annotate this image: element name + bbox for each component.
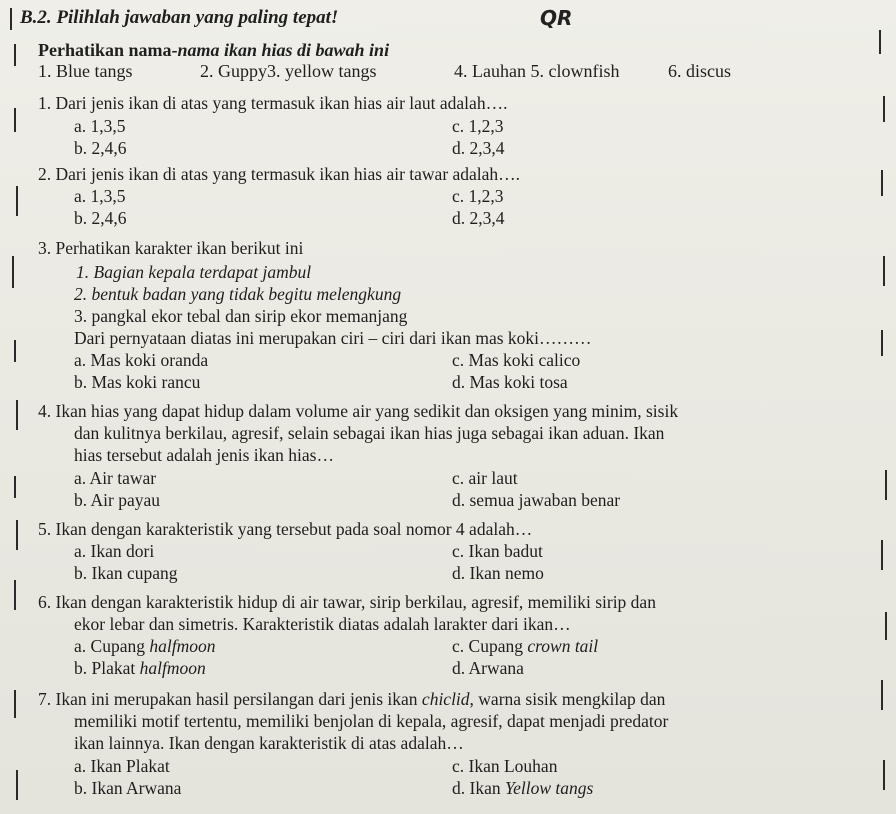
margin-mark (16, 520, 18, 550)
option-a[interactable]: a. Ikan Plakat (74, 756, 170, 776)
margin-mark (883, 256, 885, 286)
margin-mark (12, 256, 14, 288)
question-4-stem: 4. Ikan hias yang dapat hidup dalam volume air yang sedikit dan oksigen yang minim, sisik (38, 401, 679, 421)
question-3-trait: 2. bentuk badan yang tidak begitu melengkung (74, 284, 402, 304)
margin-mark (881, 680, 883, 710)
option-a[interactable]: a. Air tawar (74, 468, 157, 488)
margin-mark (14, 690, 16, 718)
option-text-italic: halfmoon (139, 658, 206, 678)
option-a[interactable] (74, 636, 215, 656)
stem-part-italic: chiclid (421, 689, 470, 709)
option-a[interactable]: a. Mas koki oranda (74, 350, 209, 370)
margin-mark (883, 96, 885, 122)
question-3-stem: 3. Perhatikan karakter ikan berikut ini (38, 238, 304, 258)
question-3-prompt: Dari pernyataan diatas ini merupakan ciri – ciri dari ikan mas koki……… (74, 328, 592, 348)
intro-italic: nama ikan hias di bawah ini (177, 40, 390, 60)
option-a[interactable]: a. Ikan dori (74, 541, 155, 561)
margin-mark (14, 476, 16, 498)
option-a[interactable]: a. 1,3,5 (74, 186, 126, 206)
option-text-italic: Yellow tangs (504, 778, 594, 798)
fish-list-item: 4. Lauhan 5. clownfish (454, 61, 620, 81)
question-4-stem: hias tersebut adalah jenis ikan hias… (74, 445, 334, 465)
margin-mark (14, 580, 16, 610)
option-text-italic: halfmoon (149, 636, 216, 656)
option-b[interactable]: b. Mas koki rancu (74, 372, 201, 392)
option-text-italic: crown tail (527, 636, 599, 656)
margin-mark (881, 330, 883, 356)
intro-bold: Perhatikan nama- (38, 40, 178, 60)
option-d[interactable]: d. Mas koki tosa (452, 372, 568, 392)
option-text: a. Cupang (74, 636, 145, 656)
option-b[interactable]: b. Air payau (74, 490, 161, 510)
margin-mark (885, 470, 887, 500)
fish-list-item: 1. Blue tangs (38, 61, 133, 81)
option-text: c. Cupang (452, 636, 523, 656)
margin-mark (14, 108, 16, 132)
fish-list (38, 61, 731, 81)
fish-list-item: 2. Guppy3. yellow tangs (200, 61, 377, 81)
option-d[interactable]: d. 2,3,4 (452, 138, 505, 158)
question-7-stem: ikan lainnya. Ikan dengan karakteristik di atas adalah… (74, 733, 464, 753)
option-d[interactable]: d. Arwana (452, 658, 524, 678)
option-text: b. Plakat (74, 658, 136, 678)
option-text: d. Ikan (452, 778, 501, 798)
question-4-stem: dan kulitnya berkilau, agresif, selain sebagai ikan hias juga sebagai ikan aduan. Ikan (74, 423, 665, 443)
margin-mark (16, 186, 18, 216)
margin-mark (10, 8, 12, 30)
option-d[interactable]: d. semua jawaban benar (452, 490, 621, 510)
margin-mark (16, 400, 18, 430)
option-b[interactable] (74, 658, 206, 678)
margin-mark (883, 760, 885, 790)
option-c[interactable] (452, 636, 598, 656)
question-6-stem: 6. Ikan dengan karakteristik hidup di air tawar, sirip berkilau, agresif, memiliki sirip dan (38, 592, 656, 612)
option-c[interactable]: c. Mas koki calico (452, 350, 581, 370)
margin-mark (14, 44, 16, 66)
question-2-stem: 2. Dari jenis ikan di atas yang termasuk ikan hias air tawar adalah…. (38, 164, 521, 184)
stem-part: , warna sisik mengkilap dan (469, 689, 666, 709)
option-c[interactable]: c. 1,2,3 (452, 186, 504, 206)
question-1-stem: 1. Dari jenis ikan di atas yang termasuk ikan hias air laut adalah…. (38, 93, 508, 113)
option-d[interactable]: d. Ikan nemo (452, 563, 544, 583)
option-c[interactable]: c. air laut (452, 468, 518, 488)
option-c[interactable]: c. Ikan badut (452, 541, 543, 561)
margin-mark (881, 540, 883, 570)
fish-list-item: 6. discus (668, 61, 731, 81)
intro-heading (38, 40, 389, 60)
stem-part: 7. Ikan ini merupakan hasil persilangan dari jenis ikan (38, 689, 418, 709)
margin-mark (14, 340, 16, 362)
question-7-stem (38, 689, 665, 709)
question-3-trait: 3. pangkal ekor tebal dan sirip ekor memanjang (74, 306, 408, 326)
option-d[interactable] (452, 778, 593, 798)
margin-mark (881, 170, 883, 196)
question-7-stem: memiliki motif tertentu, memiliki benjolan di kepala, agresif, dapat menjadi predator (74, 711, 669, 731)
option-b[interactable]: b. Ikan Arwana (74, 778, 182, 798)
option-c[interactable]: c. Ikan Louhan (452, 756, 558, 776)
option-b[interactable]: b. 2,4,6 (74, 138, 127, 158)
option-d[interactable]: d. 2,3,4 (452, 208, 505, 228)
option-c[interactable]: c. 1,2,3 (452, 116, 504, 136)
option-b[interactable]: b. Ikan cupang (74, 563, 178, 583)
question-6-stem: ekor lebar dan simetris. Karakteristik diatas adalah larakter dari ikan… (74, 614, 571, 634)
option-a[interactable]: a. 1,3,5 (74, 116, 126, 136)
option-b[interactable]: b. 2,4,6 (74, 208, 127, 228)
question-3-trait: 1. Bagian kepala terdapat jambul (76, 262, 312, 282)
margin-mark (885, 612, 887, 640)
margin-mark (879, 30, 881, 54)
margin-mark (16, 770, 18, 800)
question-5-stem: 5. Ikan dengan karakteristik yang tersebut pada soal nomor 4 adalah… (38, 519, 533, 539)
section-title: B.2. Pilihlah jawaban yang paling tepat! (20, 7, 339, 28)
handwritten-scribble: QR (540, 6, 573, 30)
